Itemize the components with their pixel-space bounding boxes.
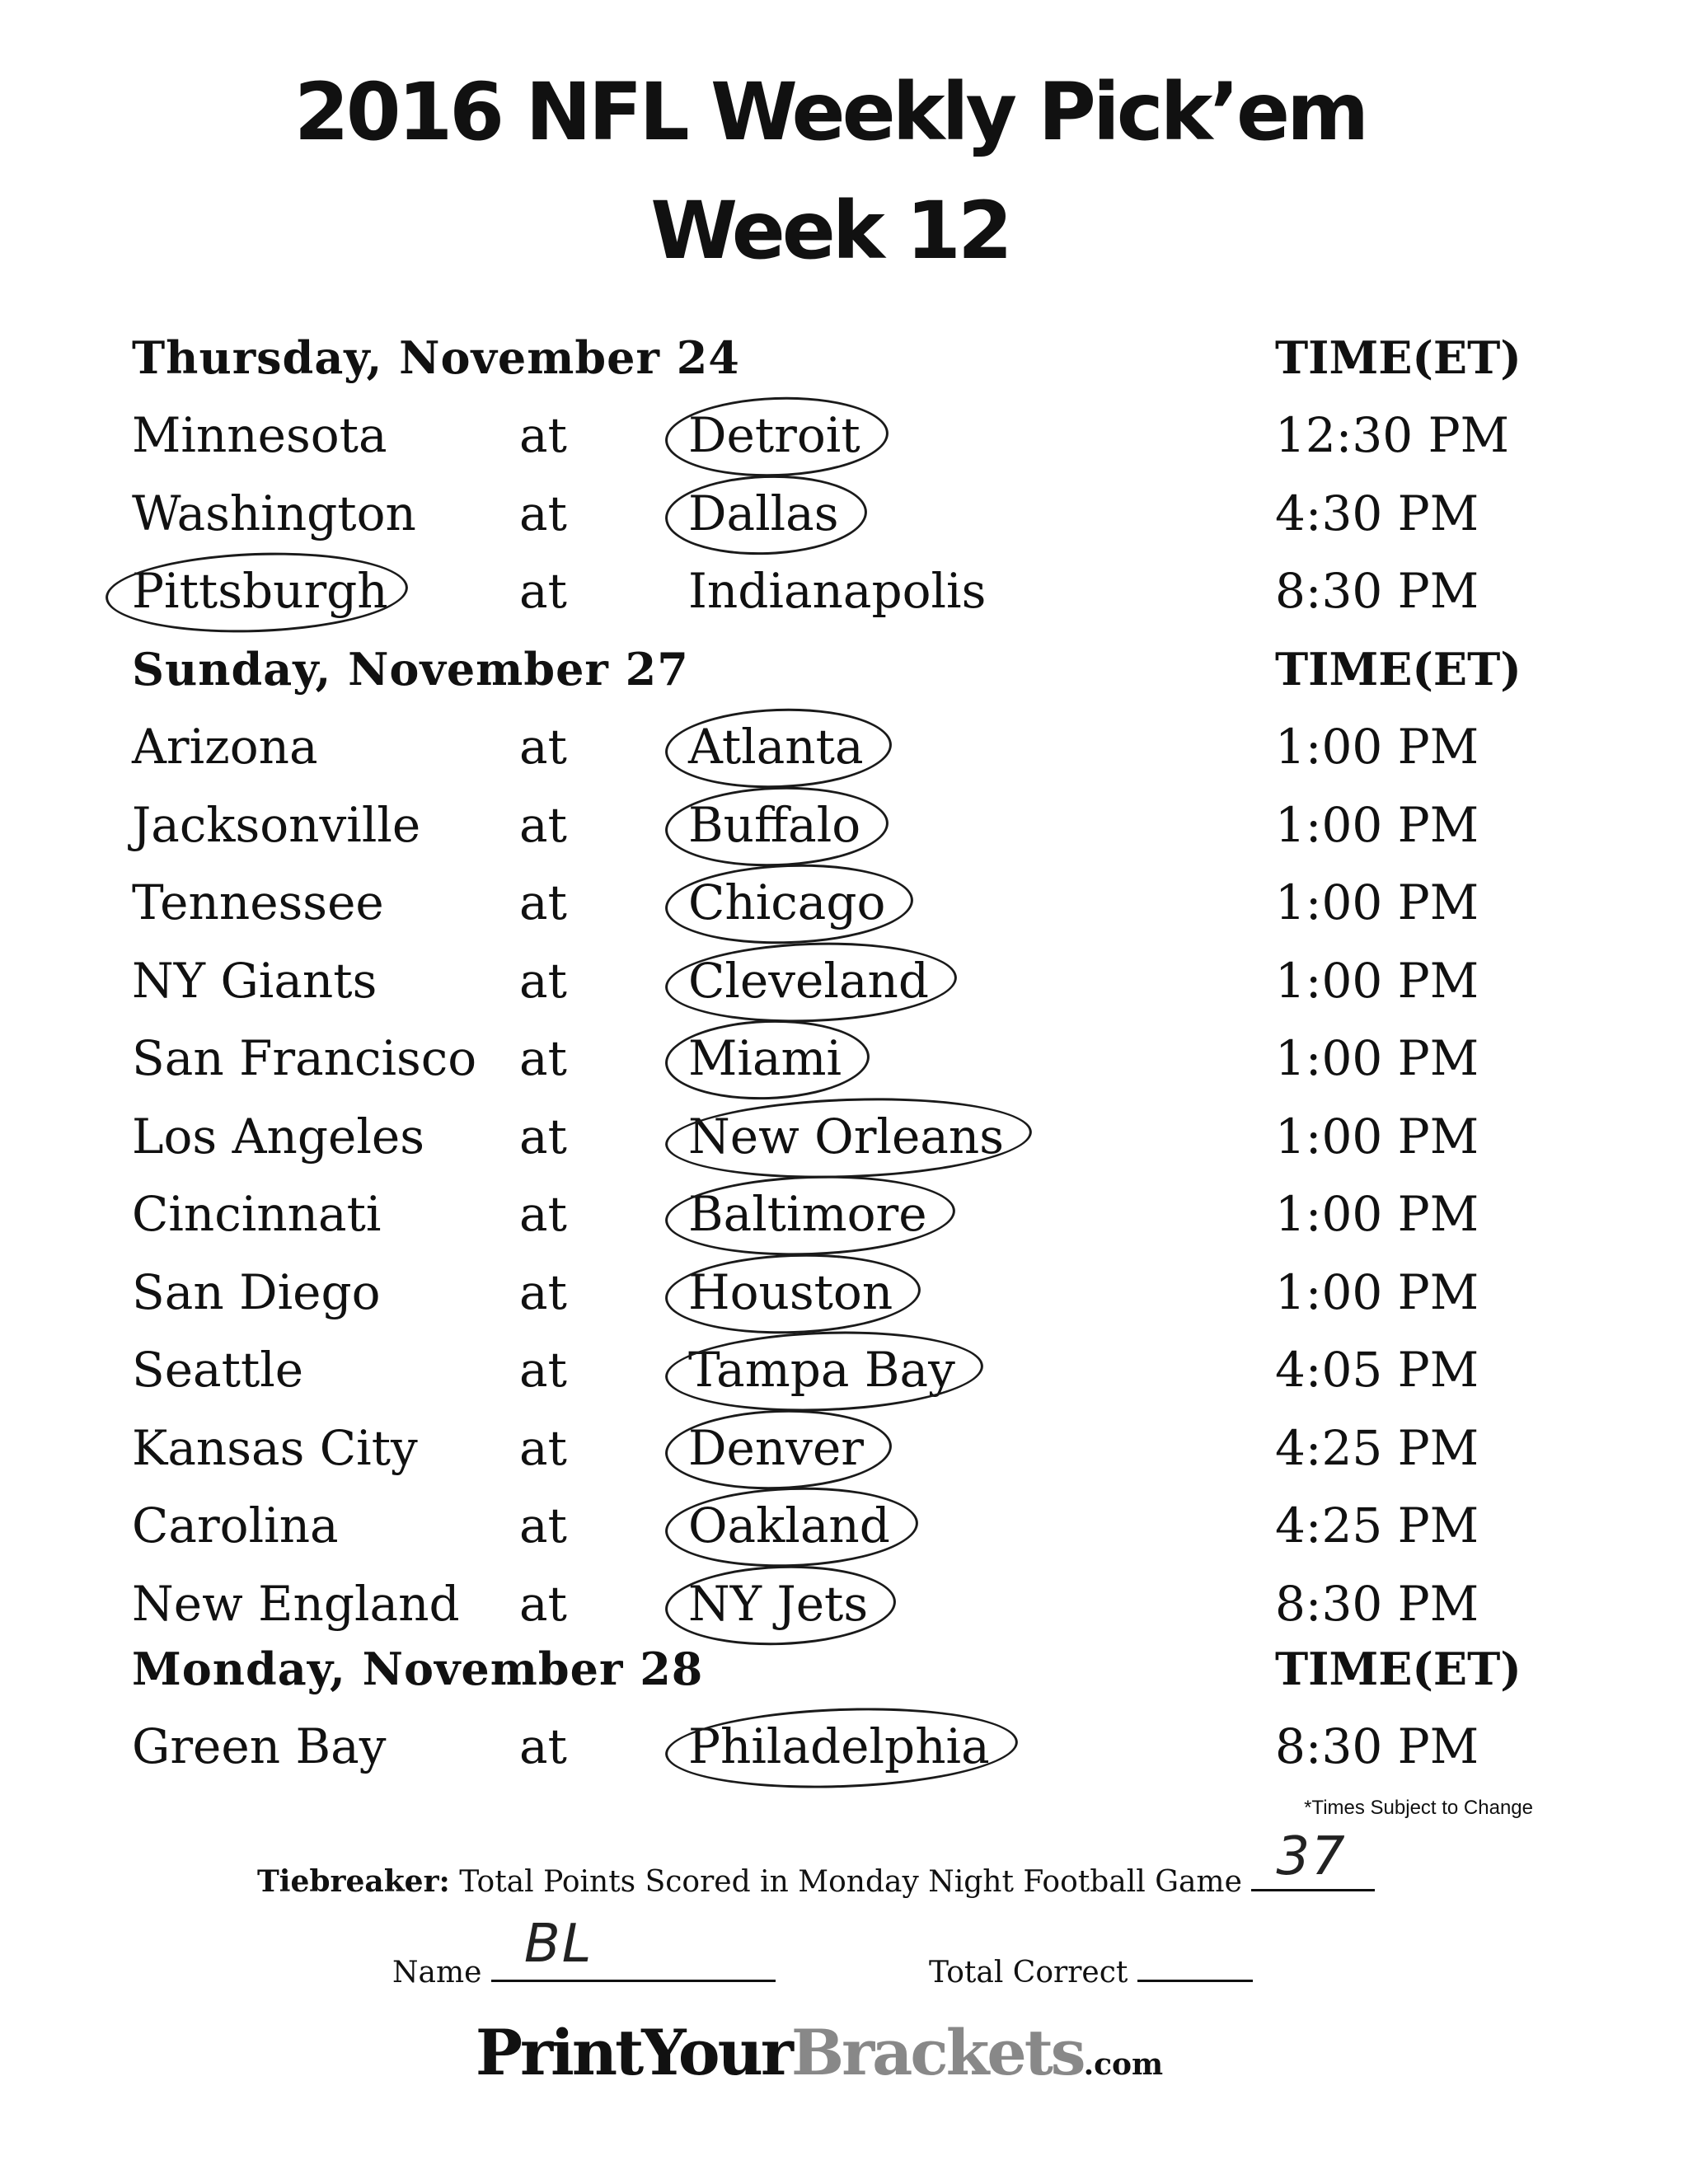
at-label: at: [519, 563, 567, 619]
name-value: BL: [523, 1914, 593, 1975]
name-label: Name: [392, 1956, 482, 1990]
at-label: at: [519, 1108, 567, 1165]
game-row: [132, 1108, 1533, 1174]
at-label: at: [519, 1030, 567, 1086]
home-team[interactable]: Cleveland: [688, 952, 929, 1009]
day-header: [132, 643, 1533, 701]
time-column-header: TIME(ET): [1275, 643, 1522, 696]
total-correct-label: Total Correct: [929, 1956, 1128, 1990]
at-label: at: [519, 1419, 567, 1476]
game-row: [132, 1030, 1533, 1096]
away-team[interactable]: Minnesota: [132, 407, 387, 463]
at-label: at: [519, 1575, 567, 1632]
away-team[interactable]: Green Bay: [132, 1718, 387, 1774]
away-team[interactable]: Jacksonville: [132, 796, 421, 853]
home-team[interactable]: Tampa Bay: [688, 1342, 955, 1398]
away-team[interactable]: Carolina: [132, 1497, 339, 1554]
name-line: [392, 1914, 776, 1990]
total-correct-input[interactable]: [1137, 1947, 1253, 1982]
day-header: [132, 1643, 1533, 1700]
home-team[interactable]: Houston: [688, 1263, 893, 1320]
total-correct-line: [929, 1947, 1253, 1990]
game-row: [132, 719, 1533, 785]
game-time: 1:00 PM: [1275, 952, 1479, 1009]
logo-part3: .com: [1083, 2047, 1164, 2082]
tiebreaker-line: [257, 1826, 1375, 1899]
times-footnote: *Times Subject to Change: [1304, 1797, 1533, 1819]
game-time: 12:30 PM: [1275, 407, 1509, 463]
game-row: [132, 797, 1533, 863]
game-time: 1:00 PM: [1275, 796, 1479, 853]
at-label: at: [519, 874, 567, 930]
day-label: Monday, November 28: [132, 1643, 704, 1695]
time-column-header: TIME(ET): [1275, 331, 1522, 384]
game-row: [132, 1497, 1533, 1563]
home-team[interactable]: Indianapolis: [688, 563, 987, 619]
at-label: at: [519, 796, 567, 853]
tiebreaker-input[interactable]: [1251, 1826, 1375, 1891]
away-team[interactable]: Washington: [132, 485, 416, 541]
at-label: at: [519, 1718, 567, 1774]
game-time: 1:00 PM: [1275, 1263, 1479, 1320]
game-row: [132, 1576, 1533, 1642]
game-row: [132, 485, 1533, 551]
at-label: at: [519, 407, 567, 463]
away-team[interactable]: Arizona: [132, 719, 318, 775]
printyourbrackets-logo: [0, 2016, 1663, 2089]
game-row: [132, 563, 1533, 629]
at-label: at: [519, 1263, 567, 1320]
home-team[interactable]: New Orleans: [688, 1108, 1005, 1165]
home-team[interactable]: Miami: [688, 1030, 842, 1086]
home-team[interactable]: Baltimore: [688, 1186, 927, 1242]
game-time: 1:00 PM: [1275, 874, 1479, 930]
away-team[interactable]: Pittsburgh: [132, 563, 388, 619]
at-label: at: [519, 1497, 567, 1554]
game-time: 8:30 PM: [1275, 1575, 1479, 1632]
game-time: 8:30 PM: [1275, 1718, 1479, 1774]
game-row: [132, 1264, 1533, 1330]
name-input[interactable]: [491, 1914, 776, 1982]
game-time: 1:00 PM: [1275, 1030, 1479, 1086]
game-time: 4:05 PM: [1275, 1342, 1479, 1398]
game-row: [132, 874, 1533, 940]
away-team[interactable]: Cincinnati: [132, 1186, 382, 1242]
home-team[interactable]: Detroit: [688, 407, 860, 463]
home-team[interactable]: NY Jets: [688, 1575, 869, 1632]
away-team[interactable]: NY Giants: [132, 952, 377, 1009]
game-time: 4:25 PM: [1275, 1497, 1479, 1554]
game-time: 4:25 PM: [1275, 1419, 1479, 1476]
away-team[interactable]: New England: [132, 1575, 460, 1632]
home-team[interactable]: Dallas: [688, 485, 839, 541]
home-team[interactable]: Oakland: [688, 1497, 890, 1554]
game-row: [132, 1186, 1533, 1252]
away-team[interactable]: Tennessee: [132, 874, 384, 930]
home-team[interactable]: Chicago: [688, 874, 886, 930]
home-team[interactable]: Atlanta: [688, 719, 864, 775]
away-team[interactable]: San Francisco: [132, 1030, 477, 1086]
at-label: at: [519, 952, 567, 1009]
away-team[interactable]: Kansas City: [132, 1419, 418, 1476]
game-time: 1:00 PM: [1275, 1108, 1479, 1165]
game-time: 1:00 PM: [1275, 1186, 1479, 1242]
tiebreaker-label: Tiebreaker:: [257, 1864, 450, 1899]
logo-part1: PrintYour: [475, 2016, 791, 2089]
logo-part2: Brackets: [790, 2016, 1084, 2089]
game-row: [132, 1420, 1533, 1486]
at-label: at: [519, 1342, 567, 1398]
away-team[interactable]: Los Angeles: [132, 1108, 424, 1165]
tiebreaker-value: 37: [1276, 1826, 1347, 1887]
game-row: [132, 1342, 1533, 1408]
week-title: Week 12: [650, 185, 1010, 277]
game-row: [132, 953, 1533, 1019]
at-label: at: [519, 1186, 567, 1242]
away-team[interactable]: Seattle: [132, 1342, 304, 1398]
away-team[interactable]: San Diego: [132, 1263, 381, 1320]
day-header: [132, 331, 1533, 389]
at-label: at: [519, 485, 567, 541]
time-column-header: TIME(ET): [1275, 1643, 1522, 1695]
game-row: [132, 407, 1533, 473]
game-time: 1:00 PM: [1275, 719, 1479, 775]
home-team[interactable]: Denver: [688, 1419, 864, 1476]
home-team[interactable]: Philadelphia: [688, 1718, 990, 1774]
game-time: 8:30 PM: [1275, 563, 1479, 619]
at-label: at: [519, 719, 567, 775]
game-row: [132, 1718, 1533, 1784]
tiebreaker-text: Total Points Scored in Monday Night Football Game: [459, 1865, 1242, 1899]
game-time: 4:30 PM: [1275, 485, 1479, 541]
home-team[interactable]: Buffalo: [688, 796, 861, 853]
page-title: 2016 NFL Weekly Pick’em: [293, 66, 1367, 158]
day-label: Sunday, November 27: [132, 643, 689, 696]
day-label: Thursday, November 24: [132, 331, 740, 384]
